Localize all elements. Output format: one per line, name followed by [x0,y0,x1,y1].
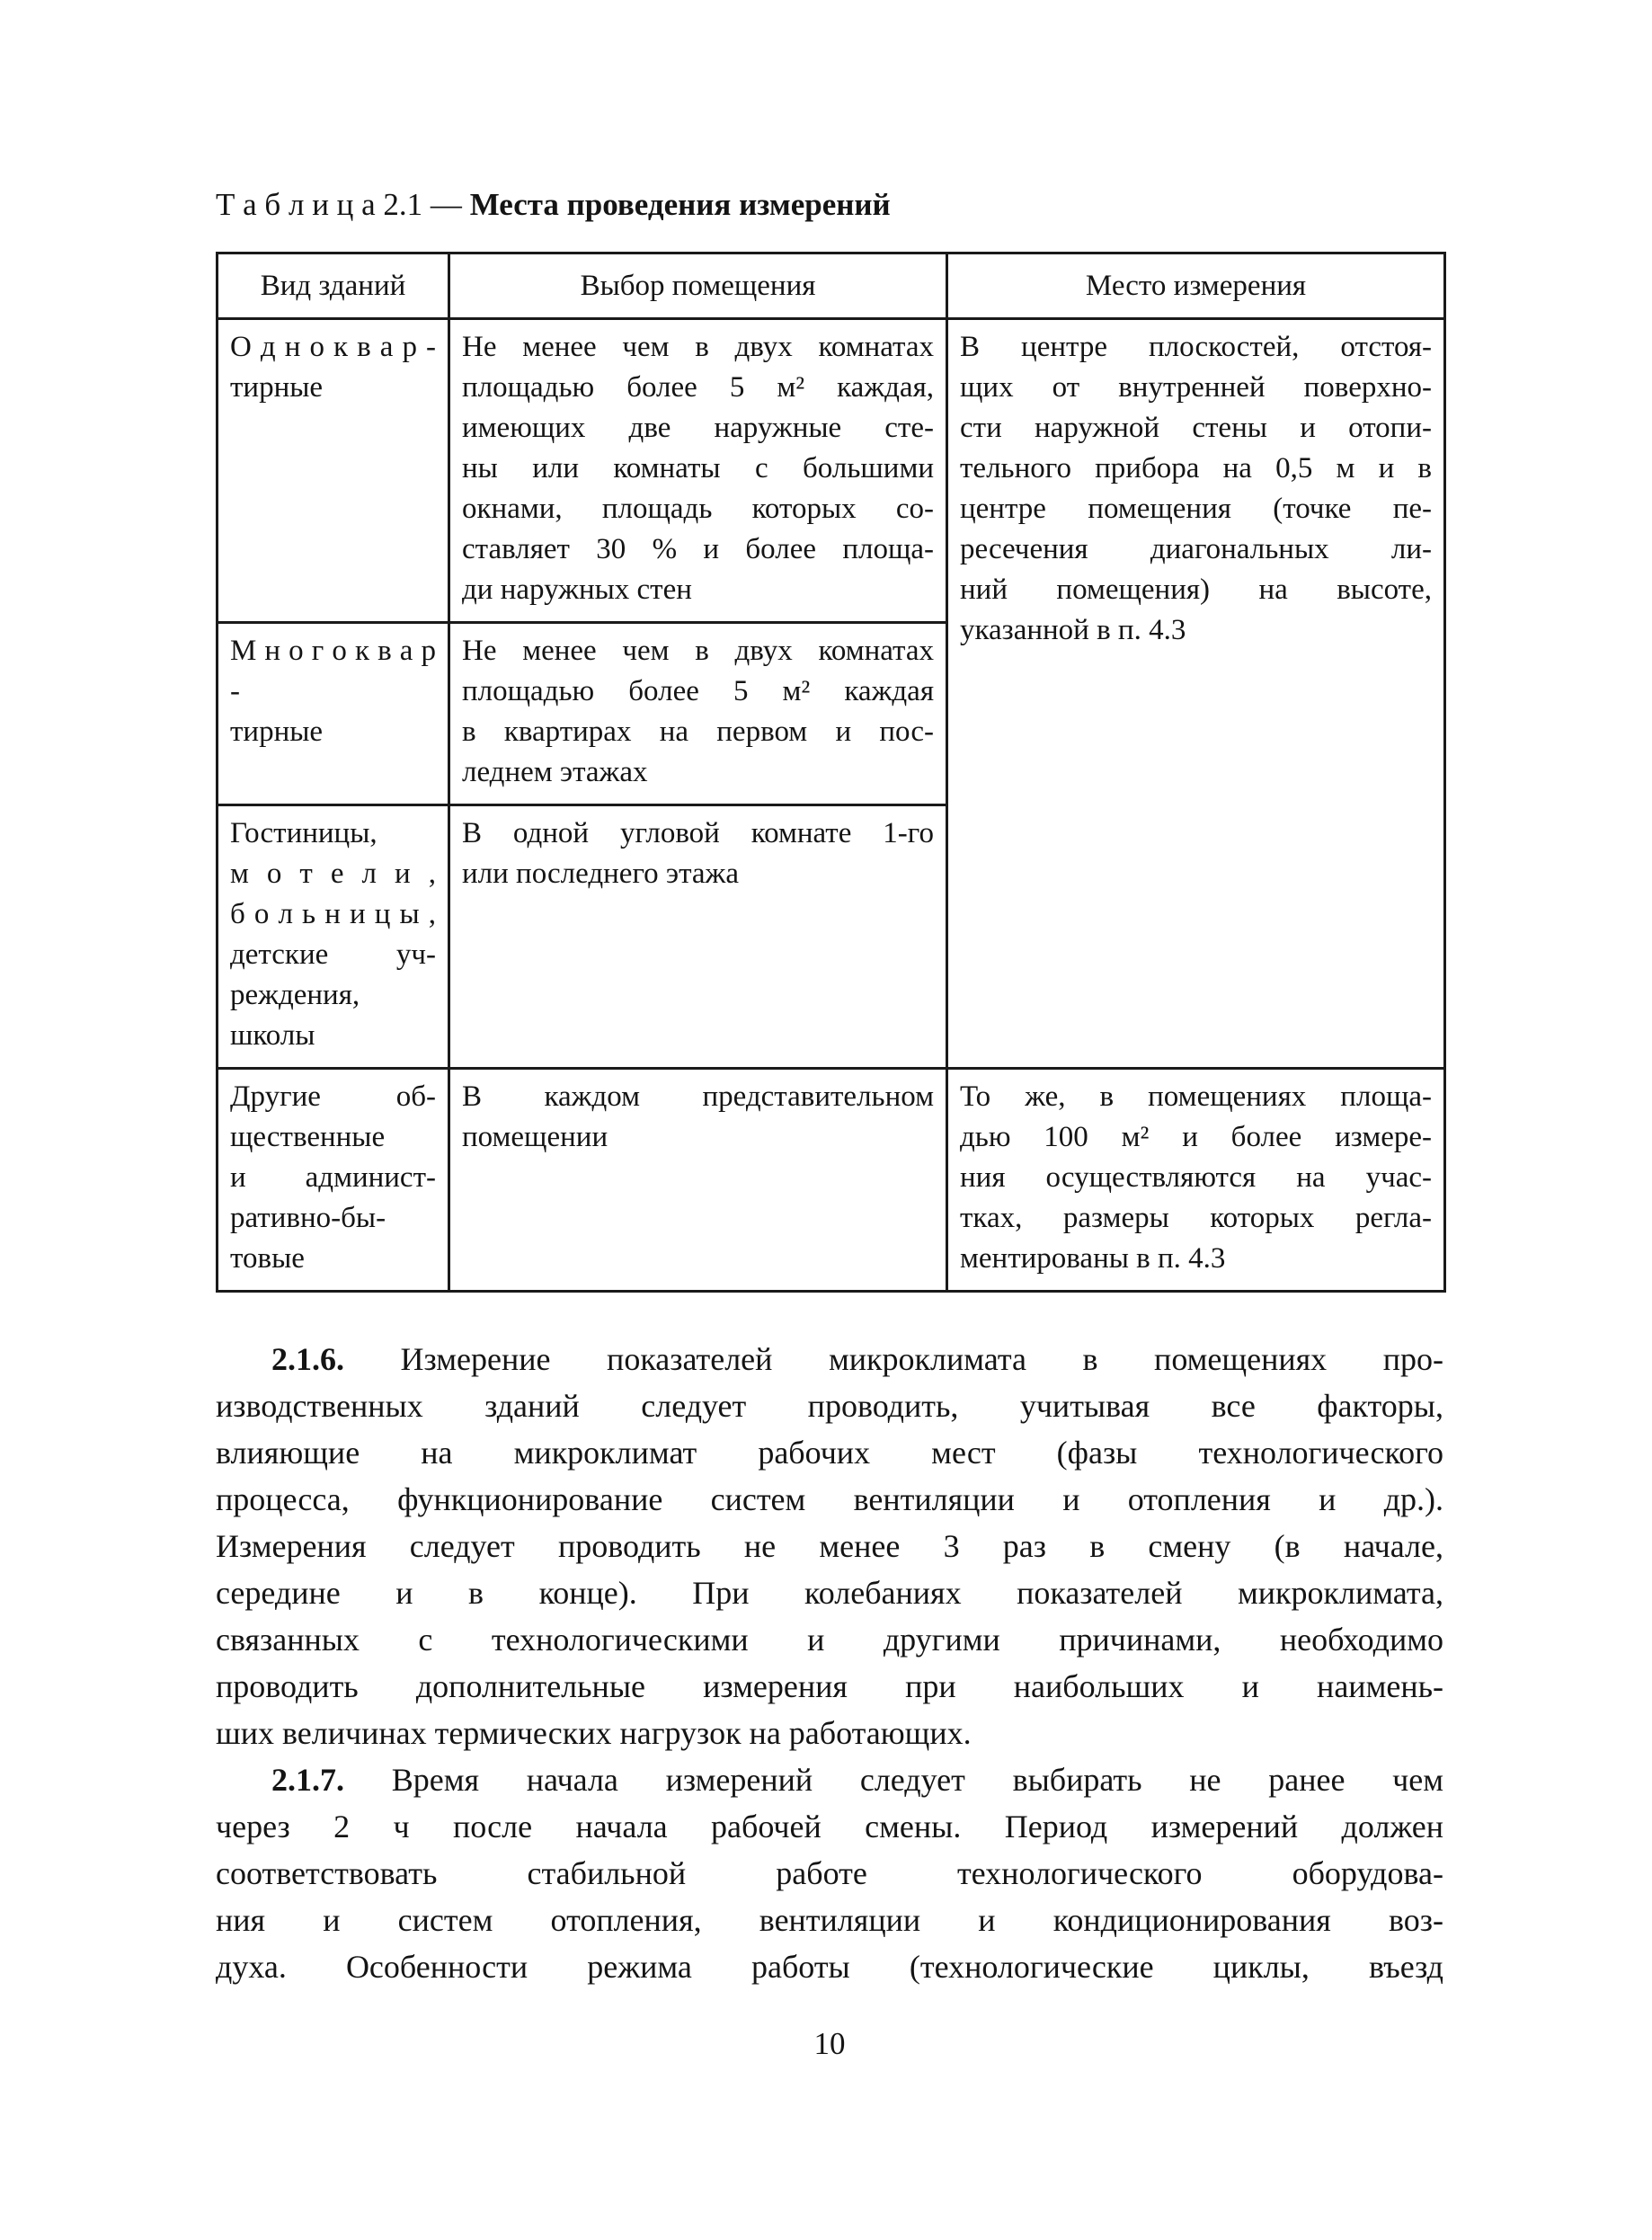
cell-room-selection-3: В одной угловой комнате 1-го или последнего этажа [449,805,947,1069]
cell-room-selection-1: Не менее чем в двух комнатах площадью более 5 м² каждая, имеющих две наружные сте- ны или комнаты с большими окнами, площадь которых со- ставляет 30 % и более площа- ди наружных стен [449,319,947,623]
body-text [216,1336,1443,1990]
cell-building-type-2: М н о г о к в а р - тирные [218,623,449,805]
col-header-measurement-place: Место измерения [947,253,1445,319]
col-header-building-type: Вид зданий [218,253,449,319]
cell-building-type-4: Другие об- щественные и админист- ративно-бы- товые [218,1069,449,1292]
cell-building-type-1: О д н о к в а р - тирные [218,319,449,623]
paragraph-2-1-7: 2.1.7. Время начала измерений следует выбирать не ранее чем через 2 ч после начала рабочей смены. Период измерений должен соответствовать стабильной работе технологического оборудова- ния и систем отопления, вентиляции и кондиционирования воз- духа. Особенности режима работы (технологические циклы, въезд [216,1762,1443,1985]
table-row-single-apartment [218,319,1445,623]
cell-room-selection-4: В каждом представительном помещении [449,1069,947,1292]
table-row-other-public [218,1069,1445,1292]
cell-measurement-place-4: То же, в помещениях площа- дью 100 м² и более измере- ния осуществляются на учас- тках, размеры которых регла- ментированы в п. 4.3 [947,1069,1445,1292]
paragraph-2-1-6: 2.1.6. Измерение показателей микроклимата в помещениях про- изводственных зданий следует проводить, учитывая все факторы, влияющие на микроклимат рабочих мест (фазы технологического процесса, функционирование систем вентиляции и отопления и др.). Измерения следует проводить не менее 3 раз в смену (в начале, середине и в конце). При колебаниях показателей микроклимата, связанных с технологическими и другими причинами, необходимо проводить дополнительные измерения при наибольших и наимень- ших величинах термических нагрузок на работающих. [216,1341,1443,1751]
measurement-locations-table [216,252,1446,1293]
table-header-row [218,253,1445,319]
table-caption-label: Т а б л и ц а 2.1 — [216,187,470,222]
cell-building-type-3: Гостиницы, м о т е л и , б о л ь н и ц ы , детские уч- реждения, школы [218,805,449,1069]
table-caption-title: Места проведения измерений [469,187,891,222]
page-number: 10 [813,2026,846,2061]
col-header-room-selection: Выбор помещения [449,253,947,319]
page-content [216,185,1443,2062]
table-caption [216,185,1443,225]
cell-measurement-place-merged: В центре плоскостей, отстоя- щих от внутренней поверхно- сти наружной стены и отопи- тельного прибора на 0,5 м и в центре помещения (точке пе- ресечения диагональных ли- ний помещения) на высоте, указанной в п. 4.3 [947,319,1445,1069]
cell-room-selection-2: Не менее чем в двух комнатах площадью более 5 м² каждая в квартирах на первом и пос- леднем этажах [449,623,947,805]
